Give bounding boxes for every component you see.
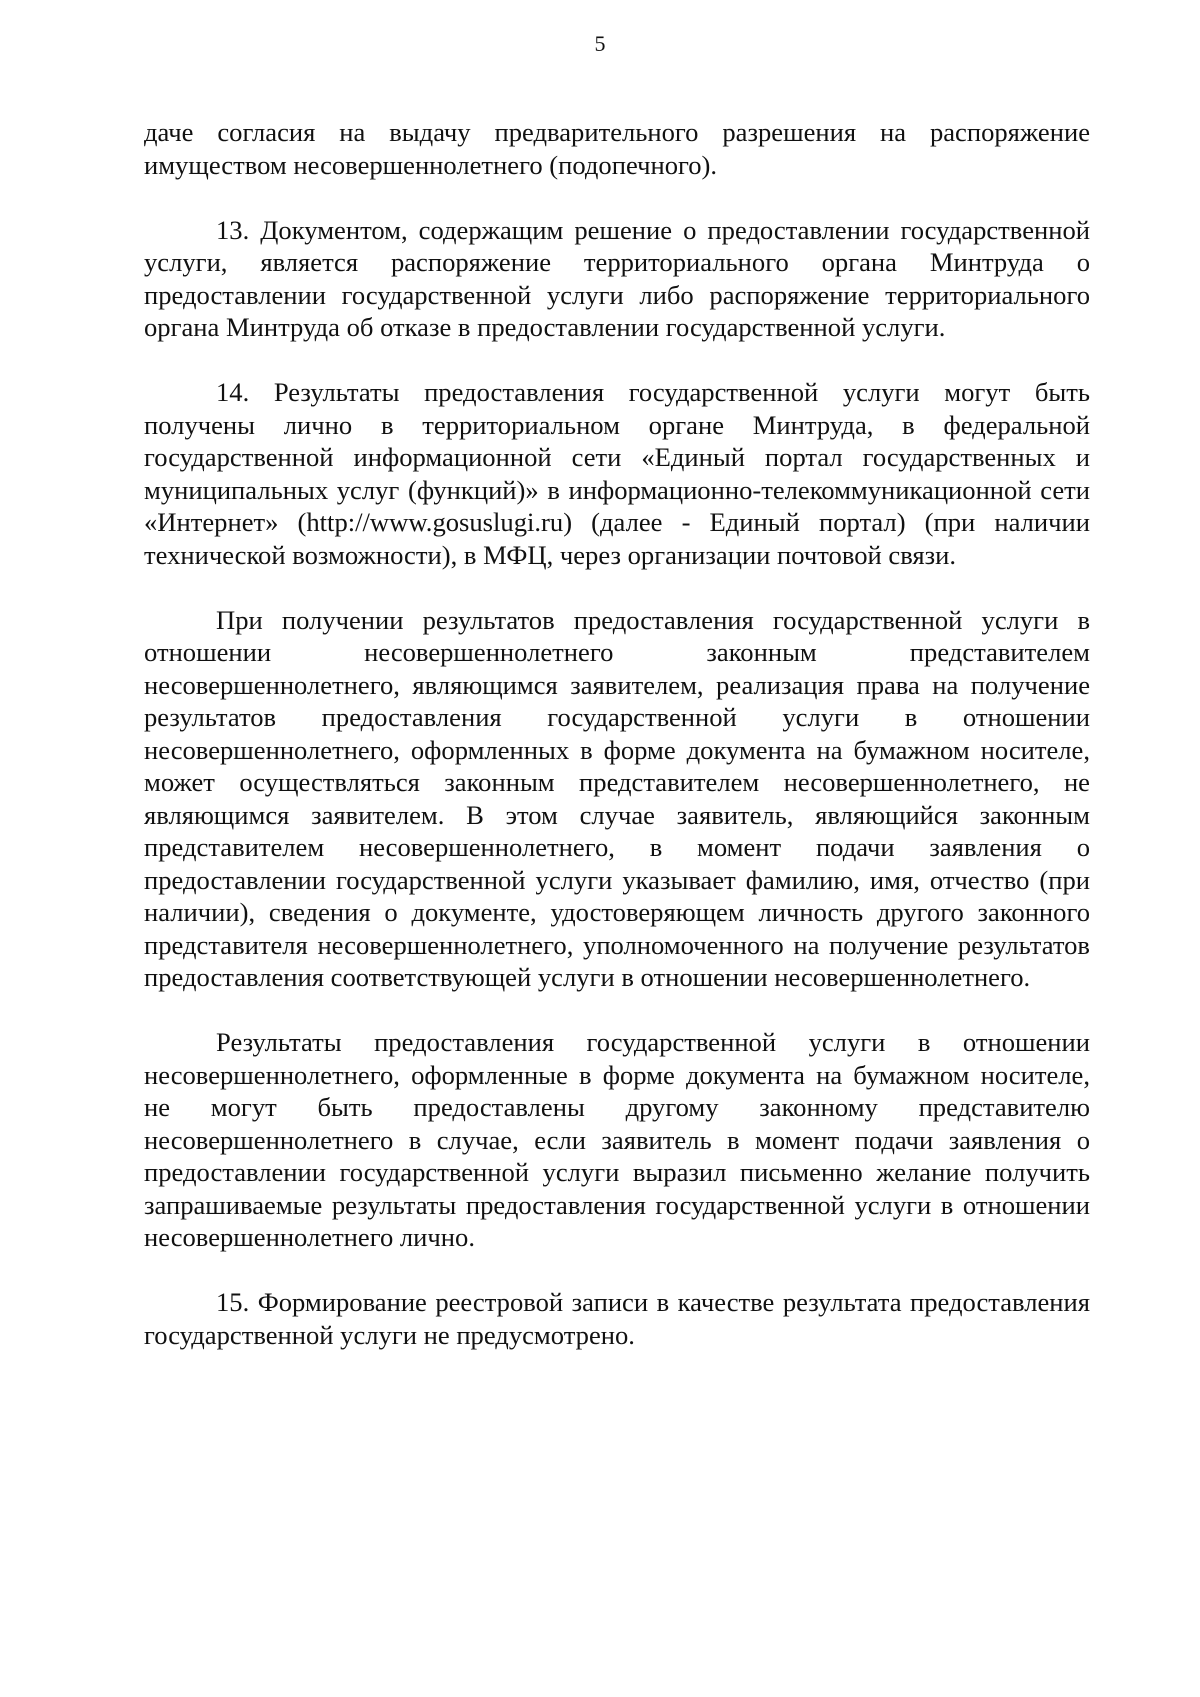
- document-body: [144, 116, 1090, 1351]
- paragraph-minor-representative: При получении результатов предоставления государственной услуги в отношении несовершеннолетнего законным представителем несовершеннолетнего, являющимся заявителем, реализация права на получение результатов предоставления государственной услуги в отношении несовершеннолетнего, оформленных в форме документа на бумажном носителе, может осуществляться законным представителем несовершеннолетнего, не являющимся заявителем. В этом случае заявитель, являющийся законным представителем несовершеннолетнего, в момент подачи заявления о предоставлении государственной услуги указывает фамилию, имя, отчество (при наличии), сведения о документе, удостоверяющем личность другого законного представителя несовершеннолетнего, уполномоченного на получение результатов предоставления соответствующей услуги в отношении несовершеннолетнего.: [144, 604, 1090, 992]
- paragraph-item-13: 13. Документом, содержащим решение о предоставлении государственной услуги, является распоряжение территориального органа Минтруда о предоставлении государственной услуги либо распоряжение территориального органа Минтруда об отказе в предоставлении государственной услуги.: [144, 214, 1090, 342]
- paragraph-gap: [144, 344, 1090, 377]
- paragraph-gap: [144, 181, 1090, 214]
- paragraph-item-15: 15. Формирование реестровой записи в качестве результата предоставления государственной услуги не предусмотрено.: [144, 1287, 1090, 1350]
- paragraph-gap: [144, 994, 1090, 1027]
- paragraph-continuation: даче согласия на выдачу предварительного разрешения на распоряжение имуществом несовершеннолетнего (подопечного).: [144, 117, 1090, 180]
- paragraph-results-restriction: Результаты предоставления государственной услуги в отношении несовершеннолетнего, оформленные в форме документа на бумажном носителе, не могут быть предоставлены другому законному представителю несовершеннолетнего в случае, если заявитель в момент подачи заявления о предоставлении государственной услуги выразил письменно желание получить запрашиваемые результаты предоставления государственной услуги в отношении несовершеннолетнего лично.: [144, 1027, 1090, 1252]
- paragraph-gap: [144, 1254, 1090, 1287]
- paragraph-gap: [144, 571, 1090, 604]
- page-number: 5: [594, 31, 606, 56]
- paragraph-item-14: 14. Результаты предоставления государственной услуги могут быть получены лично в территориальном органе Минтруда, в федеральной государственной информационной сети «Единый портал государственных и муниципальных услуг (функций)» в информационно-телекоммуникационной сети «Интернет» (http://www.gosuslugi.ru) (далее - Единый портал) (при наличии технической возможности), в МФЦ, через организации почтовой связи.: [144, 377, 1090, 570]
